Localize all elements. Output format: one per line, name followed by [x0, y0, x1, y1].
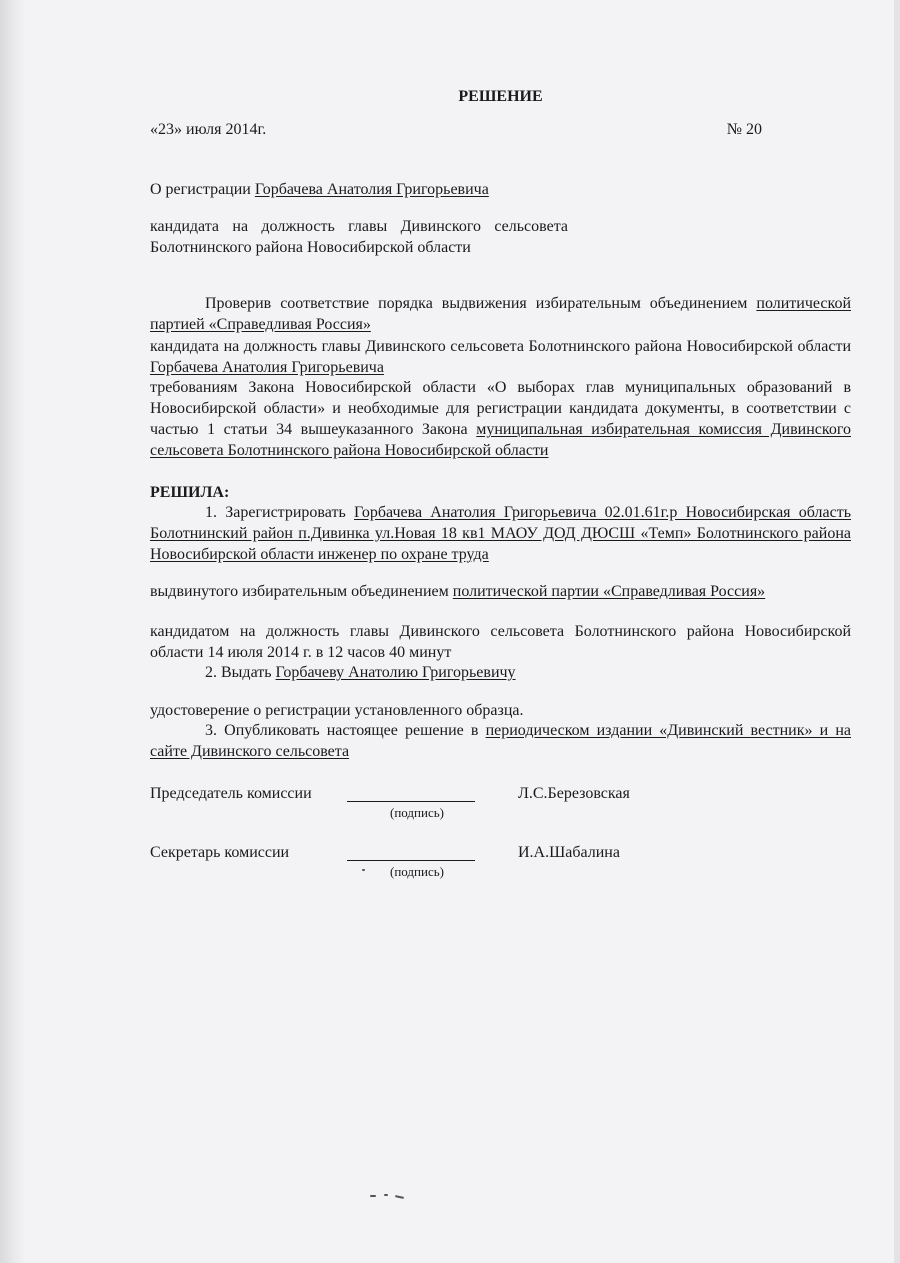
chair-signature-caption: (подпись): [390, 805, 444, 820]
item2-name: Горбачеву Анатолию Григорьевичу: [275, 664, 516, 681]
chair-signature-row: [150, 783, 851, 805]
item3-where: периодическом издании «Дивинский вестник» и на сайте Дивинского сельсовета: [150, 722, 851, 760]
nominated-party: политической партии «Справедливая Россия»: [452, 583, 766, 600]
p1-text: Проверив соответствие порядка выдвижения избирательным объединением: [205, 295, 757, 312]
secretary-role: Секретарь комиссии: [150, 844, 290, 861]
nominated-line: [150, 581, 851, 602]
p2-name: Горбачева Анатолия Григорьевича: [150, 359, 384, 376]
nominated-prefix: выдвинутого избирательным объединением: [150, 583, 453, 600]
scan-shadow-left: [0, 0, 26, 1263]
p2-text: кандидата на должность главы Дивинского сельсовета Болотнинского района Новосибирской области: [150, 338, 851, 355]
decided-heading: РЕШИЛА:: [150, 484, 230, 501]
paragraph-requirements: [150, 377, 851, 461]
subject-name: Горбачева Анатолия Григорьевича: [254, 181, 489, 198]
p3-commission: муниципальная избирательная комиссия Дивинского сельсовета Болотнинского района Новосибирской области: [150, 421, 851, 459]
decision-number: № 20: [726, 121, 762, 138]
p1-party: политической партией «Справедливая Россия»: [150, 295, 851, 333]
paragraph-candidate: [150, 336, 851, 378]
item2-prefix: 2. Выдать: [205, 664, 276, 681]
secretary-signature-line: [347, 842, 475, 861]
scan-shadow-right: [894, 0, 900, 1263]
scan-speck: [370, 1195, 376, 1197]
item-3: [150, 720, 851, 762]
scan-speck: [395, 1195, 404, 1199]
secretary-signature-caption: (подпись): [390, 864, 444, 879]
item-2: [150, 662, 851, 683]
candidate-registration-line: кандидатом на должность главы Дивинского сельсовета Болотнинского района Новосибирской области 14 июля 2014 г. в 12 часов 40 минут: [150, 623, 851, 661]
document-title: РЕШЕНИЕ: [458, 88, 543, 105]
secretary-signature-row: [150, 842, 851, 864]
decision-date: «23» июля 2014г.: [150, 121, 267, 138]
item1-prefix: 1. Зарегистрировать: [205, 504, 354, 521]
subject-text: кандидата на должность главы Дивинского сельсовета Болотнинского района Новосибирской области: [150, 218, 568, 256]
scan-speck: [362, 869, 365, 871]
chair-role: Председатель комиссии: [150, 785, 312, 802]
item1-details: Горбачева Анатолия Григорьевича 02.01.61г.р Новосибирская область Болотнинский район п.Дивинка ул.Новая 18 кв1 МАОУ ДОД ДЮСШ «Темп» Болотнинского района Новосибирской области инженер по охране труда: [150, 504, 851, 563]
subject-line: [150, 179, 851, 200]
chair-name: Л.С.Березовская: [518, 785, 630, 802]
paragraph-verification: [150, 293, 851, 335]
item3-prefix: 3. Опубликовать настоящее решение в: [205, 722, 486, 739]
p3-text: требованиям Закона Новосибирской области «О выборах глав муниципальных образований в Новосибирской области» и необходимые для регистрации кандидата документы, в соответствии с частью 1 статьи 34 вышеуказанного Закона: [150, 379, 851, 438]
secretary-name: И.А.Шабалина: [518, 844, 620, 861]
scan-speck: [384, 1194, 388, 1196]
item-1: [150, 502, 851, 565]
subject-prefix: О регистрации: [150, 181, 255, 198]
date-line: [150, 119, 762, 140]
certificate-line: удостоверение о регистрации установленного образца.: [150, 702, 524, 719]
chair-signature-line: [347, 783, 475, 802]
